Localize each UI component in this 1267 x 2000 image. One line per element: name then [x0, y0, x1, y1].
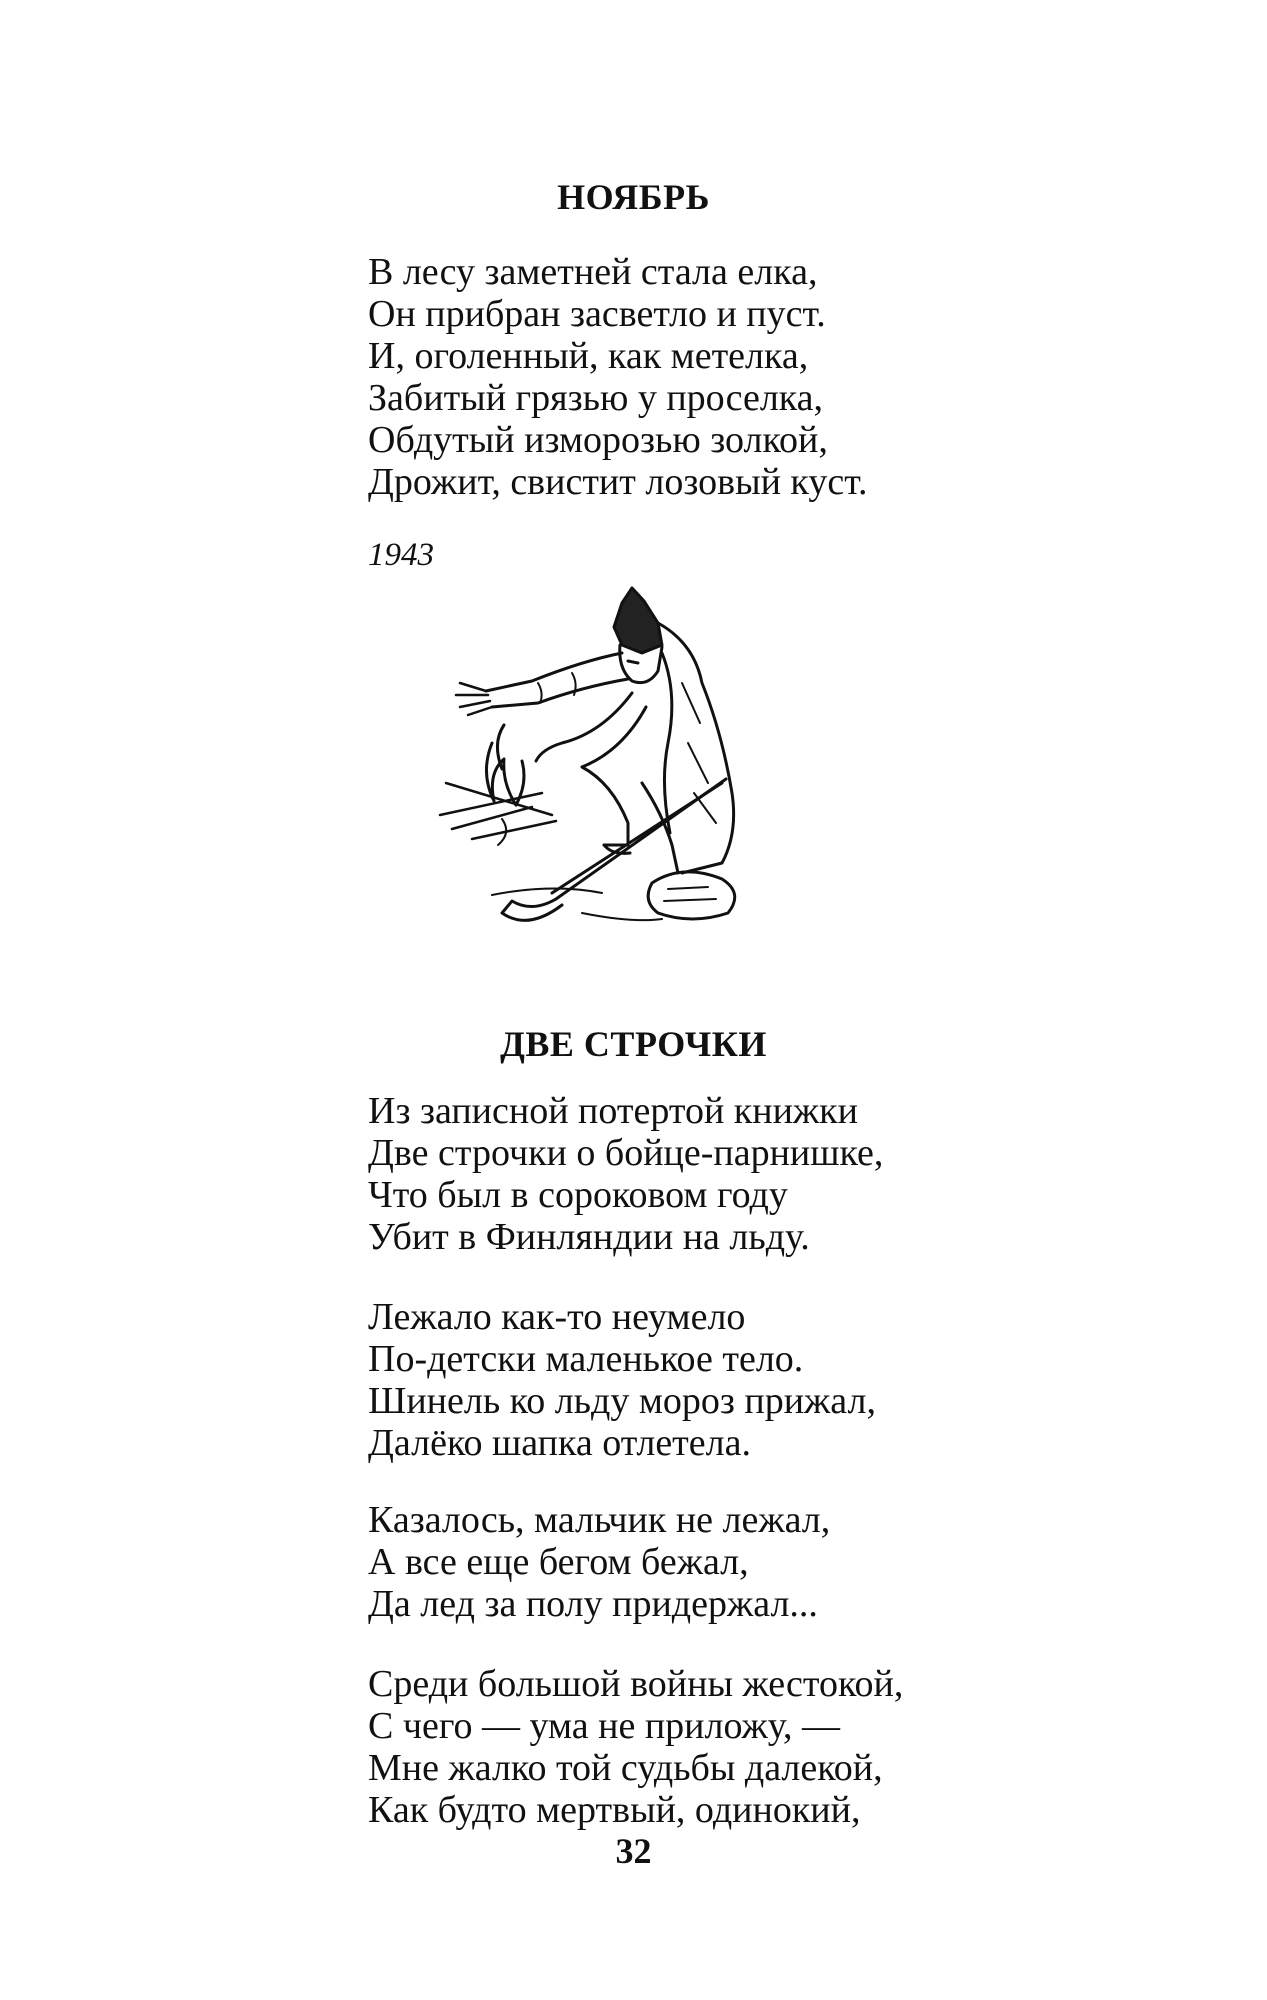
poem-title-two-lines: ДВЕ СТРОЧКИ — [500, 1024, 767, 1064]
poem-line: Казалось, мальчик не лежал, — [368, 1499, 831, 1541]
poem-two-lines-stanza-4 — [368, 1663, 1168, 1831]
soldier-by-campfire-illustration — [432, 583, 832, 953]
poem-line: Мне жалко той судьбы далекой, — [368, 1747, 883, 1789]
poem-line: И, оголенный, как метелка, — [368, 335, 809, 377]
poem-date: 1943 — [368, 537, 434, 573]
poem-line: Обдутый изморозью золкой, — [368, 419, 828, 461]
poem-line: Далёко шапка отлетела. — [368, 1422, 751, 1464]
poem-two-lines-stanza-1 — [368, 1090, 1168, 1258]
poem-two-lines-stanza-2 — [368, 1296, 1168, 1464]
poem-line: Как будто мертвый, одинокий, — [368, 1789, 861, 1831]
poem-line: В лесу заметней стала елка, — [368, 251, 818, 293]
poem-line: С чего — ума не приложу, — — [368, 1705, 840, 1747]
poem-line: Из записной потертой книжки — [368, 1090, 858, 1132]
poem-line: Забитый грязью у проселка, — [368, 377, 824, 419]
poem-line: Среди большой войны жестокой, — [368, 1663, 904, 1705]
poem-line: А все еще бегом бежал, — [368, 1541, 749, 1583]
poem-line: Он прибран засветло и пуст. — [368, 293, 826, 335]
poem-november-stanza — [368, 251, 1168, 503]
page-number: 32 — [615, 1831, 652, 1871]
poem-two-lines-stanza-3 — [368, 1499, 1168, 1625]
poem-line: Две строчки о бойце-парнишке, — [368, 1132, 884, 1174]
poem-line: Шинель ко льду мороз прижал, — [368, 1380, 876, 1422]
poem-line: Что был в сороковом году — [368, 1174, 788, 1216]
poem-title-november: НОЯБРЬ — [557, 177, 710, 217]
poem-line: Да лед за полу придержал... — [368, 1583, 818, 1625]
poem-line: Дрожит, свистит лозовый куст. — [368, 461, 868, 503]
poem-line: Лежало как-то неумело — [368, 1296, 746, 1338]
poem-line: Убит в Финляндии на льду. — [368, 1216, 810, 1258]
poem-line: По-детски маленькое тело. — [368, 1338, 804, 1380]
